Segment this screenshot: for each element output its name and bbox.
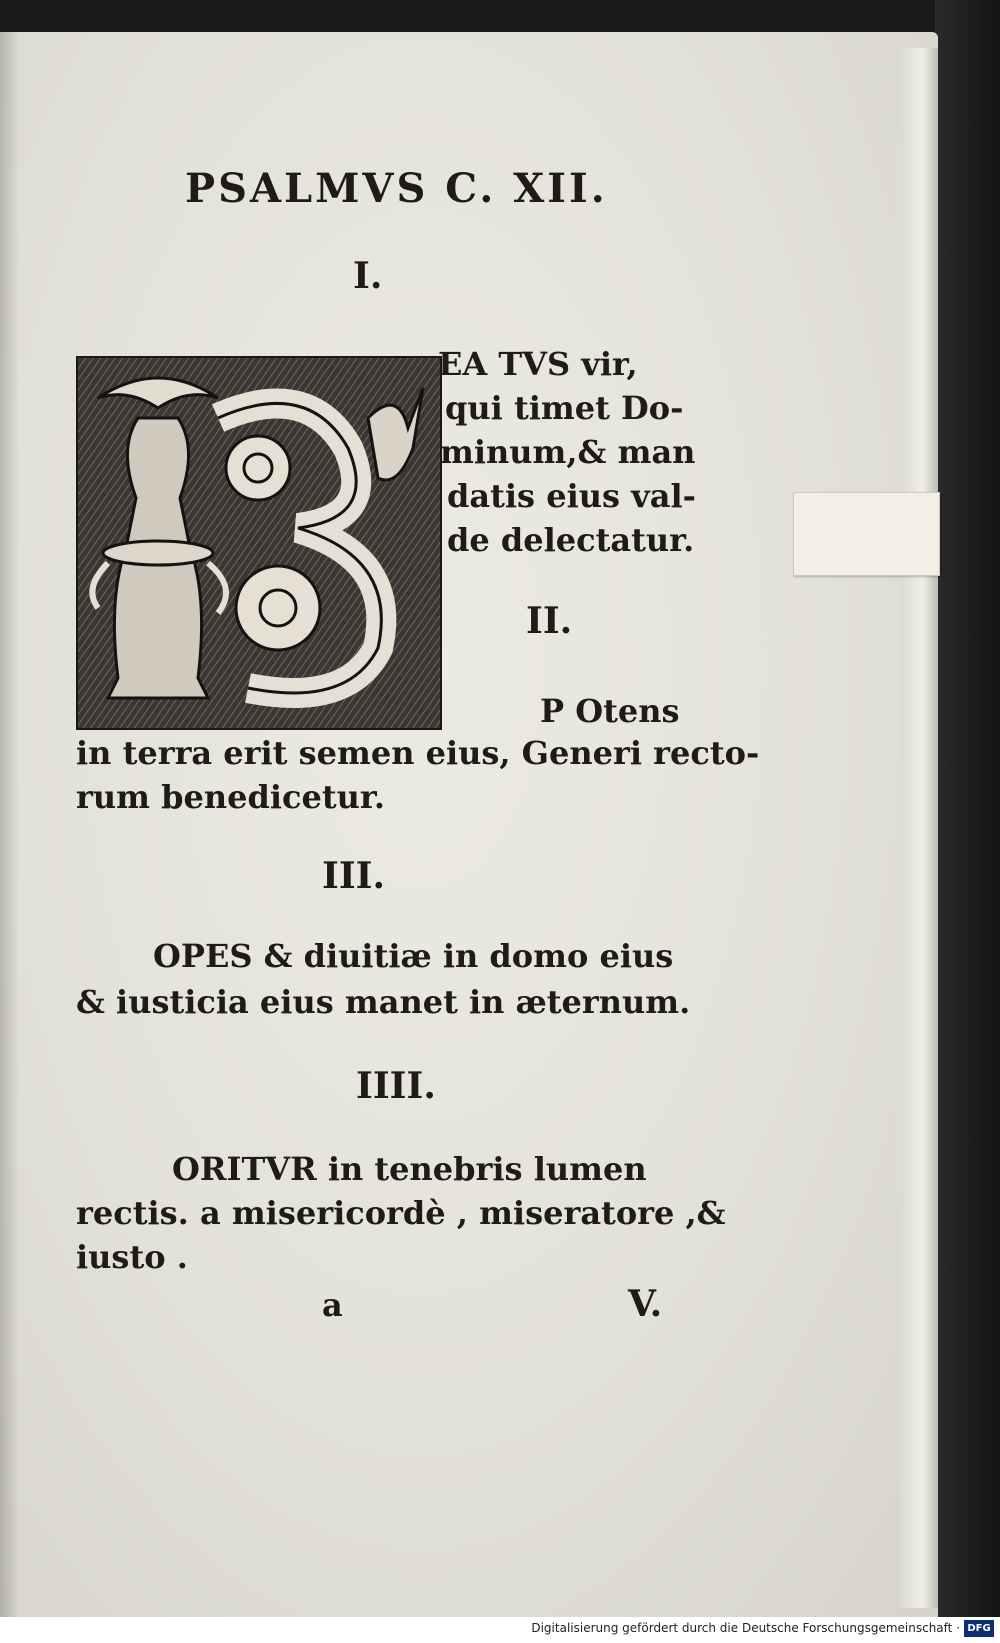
verse-line: de delectatur.: [447, 521, 695, 559]
verse-line: & iusticia eius manet in æternum.: [76, 983, 691, 1021]
section-number: I.: [353, 255, 383, 297]
verse-line: minum,& man: [440, 433, 696, 471]
page-edge: [900, 48, 938, 1608]
gutter-shadow: [0, 32, 20, 1617]
page-title: PSALMVS C. XII.: [185, 165, 608, 212]
verse-line: OPES & diuitiæ in domo eius: [153, 937, 674, 975]
verse-line: EA TVS vir,: [438, 345, 638, 383]
verse-line: rum benedicetur.: [76, 778, 385, 816]
signature-mark: a: [322, 1286, 343, 1324]
funding-credit: Digitalisierung gefördert durch die Deutsche Forschungsgemeinschaft ·: [531, 1621, 960, 1635]
verse-line: in terra erit semen eius, Generi recto-: [76, 734, 760, 772]
book-page: [0, 32, 938, 1617]
verse-line: rectis. a misericordè , miseratore ,&: [76, 1194, 726, 1232]
dfg-logo: DFG: [964, 1620, 994, 1637]
footer-bar: [0, 1617, 1000, 1643]
verse-line: datis eius val-: [447, 477, 696, 515]
verse-line: iusto .: [76, 1238, 188, 1276]
decorated-initial-b: [76, 356, 442, 730]
section-number: IIII.: [356, 1065, 436, 1107]
verse-line: P Otens: [540, 692, 680, 730]
catchword: V.: [628, 1283, 663, 1325]
paper-bookmark: [793, 492, 940, 576]
background-right: [935, 0, 1000, 1643]
section-number: III.: [322, 855, 386, 897]
section-number: II.: [526, 600, 573, 642]
verse-line: ORITVR in tenebris lumen: [172, 1150, 647, 1188]
verse-line: qui timet Do-: [445, 389, 684, 427]
